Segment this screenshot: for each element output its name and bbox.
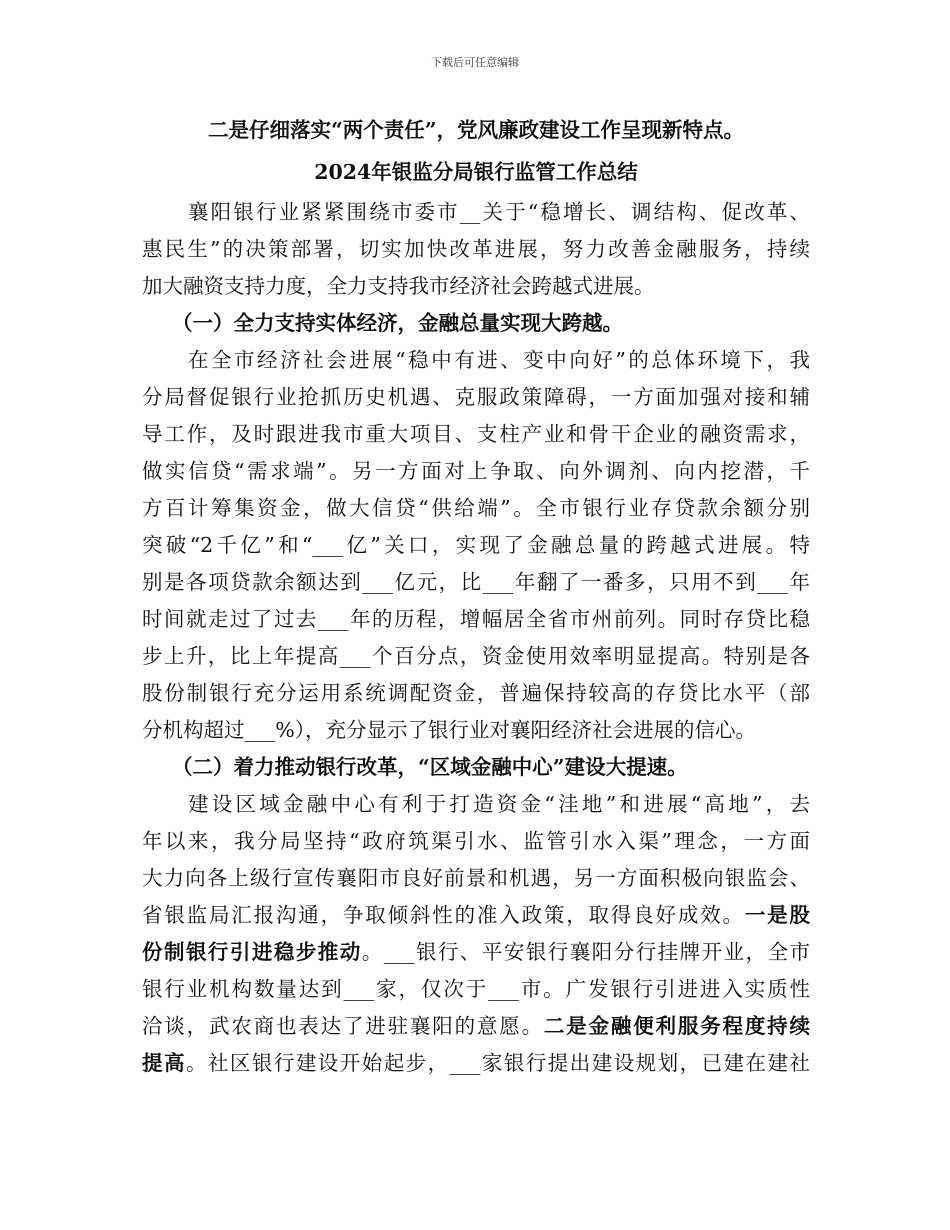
paragraph-line: 时间就走过了过去___年的历程，增幅居全省市州前列。同时存贷比稳 [142,607,810,631]
paragraph-line: 银行业机构数量达到___家，仅次于___市。广发银行引进进入实质性 [142,977,810,1001]
section-2-paragraph [142,786,810,1082]
section-heading-2: （二）着力推动银行改革，“区域金融中心”建设大提速。 [172,755,688,779]
paragraph-line: 年以来，我分局坚持“政府筑渠引水、监管引水入渠”理念，一方面 [142,829,810,853]
paragraph-line: 分局督促银行业抢抓历史机遇、克服政策障碍，一方面加强对接和辅 [142,385,810,409]
intro-paragraph [142,194,810,305]
bold-text-run: 份制银行引进稳步推动 [142,940,362,964]
paragraph-line [142,1045,810,1082]
paragraph-line: 别是各项贷款余额达到___亿元，比___年翻了一番多，只用不到___年 [142,570,810,594]
paragraph-line: 方百计筹集资金，做大信贷“供给端”。全市银行业存贷款余额分别 [142,496,810,520]
lead-sentence: 二是仔细落实“两个责任”，党风廉政建设工作呈现新特点。 [207,118,745,142]
bold-text-run: 提高 [142,1051,186,1075]
paragraph-line: 大力向各上级行宣传襄阳市良好前景和机遇，另一方面积极向银监会、 [142,866,810,890]
text-run: 省银监局汇报沟通，争取倾斜性的准入政策，取得良好成效。 [142,903,745,927]
paragraph-line: 建设区域金融中心有利于打造资金“洼地”和进展“高地”，去 [188,792,810,816]
paragraph-line [142,934,810,971]
page-header: 下载后可任意编辑 [431,56,519,69]
section-1-paragraph [142,342,810,749]
document-title: 2024年银监分局银行监管工作总结 [314,160,638,184]
paragraph-line [142,897,810,934]
text-run: 。___银行、平安银行襄阳分行挂牌开业，全市 [361,940,810,964]
paragraph-line: 步上升，比上年提高___个百分点，资金使用效率明显提高。特别是各 [142,644,810,668]
paragraph-line: 分机构超过___%），充分显示了银行业对襄阳经济社会进展的信心。 [142,718,756,742]
paragraph-line: 股份制银行充分运用系统调配资金，普遍保持较高的存贷比水平（部 [142,681,810,705]
paragraph-line: 襄阳银行业紧紧围绕市委市__关于“稳增长、调结构、促改革、 [188,200,810,224]
paragraph-line: 惠民生”的决策部署，切实加快改革进展，努力改善金融服务，持续 [142,237,810,261]
document-body [142,110,810,1082]
paragraph-line: 导工作，及时跟进我市重大项目、支柱产业和骨干企业的融资需求， [142,422,810,446]
text-run: 。社区银行建设开始起步，___家银行提出建设规划，已建在建社 [185,1051,810,1075]
section-heading-1: （一）全力支持实体经济，金融总量实现大跨越。 [172,311,623,335]
bold-text-run: 二是金融便利服务程度持续 [543,1014,810,1038]
bold-text-run: 一是股 [744,903,810,927]
paragraph-line [142,1008,810,1045]
paragraph-line: 在全市经济社会进展“稳中有进、变中向好”的总体环境下，我 [188,348,810,372]
paragraph-line: 加大融资支持力度，全力支持我市经济社会跨越式进展。 [142,274,655,298]
paragraph-line: 做实信贷“需求端”。另一方面对上争取、向外调剂、向内挖潜，千 [142,459,810,483]
text-run: 洽谈，武农商也表达了进驻襄阳的意愿。 [142,1014,544,1038]
paragraph-line: 突破“2千亿”和“___亿”关口，实现了金融总量的跨越式进展。特 [142,533,810,557]
